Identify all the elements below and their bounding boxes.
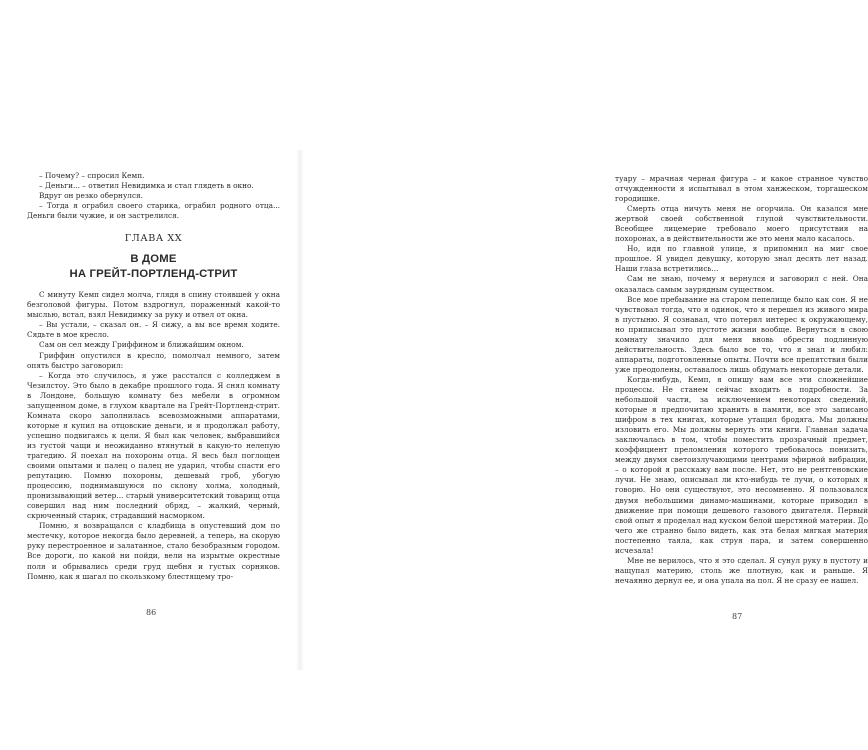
page-number: 86 (146, 608, 157, 617)
paragraph: Вдруг он резко обернулся. (39, 191, 144, 201)
paragraph: Сам не знаю, почему я вернулся и заговорил с ней. Она оказалась самым заурядным существом. (615, 274, 868, 294)
paragraph: С минуту Кемп сидел молча, глядя в спину стоявшей у окна безголовой фигуры. Потом вздрогнул, пораженный какой-то мыслью, встал, взял Невидимку за руку и отвел от окна. (27, 290, 280, 320)
paragraph: – Когда это случилось, я уже расстался с колледжем в Чезилстоу. Это было в декабре прошлого года. Я снял комнату в Лондоне, большую комнату без мебели в огромном запущенном доме, в глухом квартале на Грейт-Портленд-стрит. Комната скоро заполнилась всевозможными аппаратами, которые я купил на отцовские деньги, и я продолжал работу, успешно подвигаясь к цели. Я был как человек, выбравшийся из густой чащи и неожиданно втянутый в какую-то нелепую трагедию. Я поехал на похороны отца. Я весь был поглощен своими опытами и палец о палец не ударил, чтобы спасти его репутацию. Помню похороны, дешевый гроб, убогую процессию, поднимавшуюся по склону холма, холодный, пронизывающий ветер... старый университетский товарищ отца совершил над ним последний обряд, – жалкий, черный, скрюченный старик, страдавший насморком. (27, 370, 280, 521)
left-page-text-column (27, 171, 280, 582)
paragraph: Сам он сел между Гриффином и ближайшим окном. (39, 340, 244, 350)
page-number: 87 (732, 612, 743, 621)
paragraph: Когда-нибудь, Кемп, я опишу вам все эти сложнейшие процессы. Не станем сейчас входить в подробности. За небольшой части, за исключением некоторых сведений, которые я предпочитаю хранить в памяти, все это записано шифром в тех книгах, которые утащил бродяга. Мы должны изловить его. Мы должны вернуть эти книги. Главная задача заключалась в том, чтобы поместить прозрачный предмет, коэффициент преломления которого требовалось понизить, между двумя светоизлучающими центрами эфирной вибрации, – о которой я расскажу вам после. Нет, это не рентгеновские лучи. Не знаю, описывал ли кто-нибудь те лучи, о которых я говорю. Но они существуют, это несомненно. Я пользовался двумя небольшими динамо-машинами, которые приводил в движение при помощи дешевого газового двигателя. Первый свой опыт я проделал над куском белой шерстяной материи. До чего же странно было видеть, как эта белая мягкая материя постепенно таяла, как струя пара, и затем совершенно исчезала! (615, 374, 868, 555)
paragraph: Смерть отца ничуть меня не огорчила. Он казался мне жертвой своей собственной глупой чувствительности. Всеобщее лицемерие требовало моего присутствия на похоронах, а в действительности же это меня мало касалось. (615, 204, 868, 244)
paragraph: – Тогда я ограбил своего старика, ограбил родного отца... Деньги были чужие, и он застрелился. (27, 201, 280, 221)
chapter-title (27, 252, 280, 281)
right-page-text-column (615, 174, 868, 586)
paragraph: Мне не верилось, что я это сделал. Я сунул руку в пустоту и нащупал материю, столь же плотную, как и раньше. Я нечаянно дернул ее, и она упала на пол. Я не сразу ее нашел. (615, 555, 868, 585)
left-page (0, 0, 300, 750)
paragraph: Гриффин опустился в кресло, помолчал немного, затем опять быстро заговорил: (27, 350, 280, 370)
paragraph: – Почему? – спросил Кемп. (39, 171, 145, 180)
paragraph: Помню, я возвращался с кладбища в опустевший дом по местечку, которое некогда было деревней, а теперь, на скорую руку перестроенное и залатанное, стало безобразным городом. Все дороги, по какой ни пойди, вели на изрытые окрестные поля и обрывались среди груд щебня и густых сорняков. Помню, как я шагал по скользкому блестящему тро- (27, 521, 280, 581)
paragraph: Но, идя по главной улице, я припомнил на миг свое прошлое. Я увидел девушку, которую знал десять лет назад. Наши глаза встретились... (615, 244, 868, 274)
paragraph: – Вы устали, – сказал он. – Я сижу, а вы все время ходите. Сядьте в мое кресло. (27, 320, 280, 340)
chapter-heading (27, 232, 280, 281)
right-page (300, 0, 868, 750)
paragraph: Все мое пребывание на старом пепелище было как сон. Я не чувствовал тогда, что я одинок, что я перешел из живого мира в пустыню. Я сознавал, что потерял интерес к окружающему, но приписывал это пустоте жизни вообще. Вернуться в свою комнату значило для меня вновь обрести подлинную действительность. Здесь было все то, что я знал и любил: аппараты, подготовленные опыты. Почти все препятствия были уже преодолены, оставалось лишь обдумать некоторые детали. (615, 294, 868, 374)
chapter-title-line: В ДОМЕ (130, 253, 177, 266)
paragraph: туару – мрачная черная фигура – и какое странное чувство отчужденности я испытывал в этом ханжеском, торгашеском городишке. (615, 174, 868, 204)
chapter-title-line: НА ГРЕЙТ-ПОРТЛЕНД-СТРИТ (69, 267, 238, 280)
paragraph: – Деньги... – ответил Невидимка и стал глядеть в окно. (39, 181, 254, 191)
chapter-number: ГЛАВА XX (124, 233, 183, 245)
